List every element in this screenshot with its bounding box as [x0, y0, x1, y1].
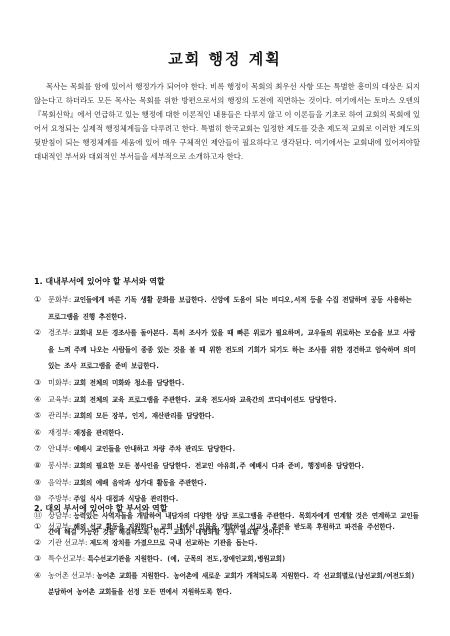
- item-number: ⑨: [34, 477, 42, 487]
- item-number: ②: [34, 328, 42, 338]
- department-name: 주방부:: [48, 494, 72, 504]
- list-item: [34, 458, 420, 475]
- list-item: [34, 568, 420, 600]
- document-title: 교회 행정 계획: [168, 50, 282, 68]
- section-1-heading: 1. 대내부서에 있어야 할 부서와 역할: [34, 277, 165, 286]
- department-role: 교인들에게 바른 기독 생활 문화를 보급한다. 신앙에 도움이 되는 비디오,서적 등을 수집 전달하며 공동 사용하는 프로그램을 진행 추진한다.: [48, 296, 412, 321]
- department-name: 미화부:: [48, 377, 72, 387]
- list-item: [34, 475, 420, 492]
- department-role: 해외 선교 활동을 지원한다. 교회 내에서 인물을 개발하여 선교사 훈련을 받도록 후원하고 파견을 주선한다.: [73, 523, 396, 531]
- item-number: ⑧: [34, 460, 42, 470]
- department-name: 봉사부:: [48, 460, 72, 470]
- list-item: [34, 392, 420, 409]
- item-number: ④: [34, 570, 42, 580]
- department-name: 관리부:: [48, 411, 72, 421]
- list-item: [34, 425, 420, 442]
- department-role: 주일 식사 대접과 식당을 관리한다.: [73, 495, 179, 504]
- list-item: [34, 519, 420, 535]
- item-number: ③: [34, 554, 42, 564]
- intro-text: 목사는 목회를 함에 있어서 행정가가 되어야 한다. 비록 행정이 목회의 최우선 사항 또는 특별한 흥미의 대상은 되지 않는다고 하더라도 모든 목사는 목회를 위한 방편으로서의 행정의 도전에 직면하는 것이다. 여기에서는 토마스 오덴의 『목회신학』에서 언급하고 있는 행정에 대한 이론적인 내용들은 다루지 않고 이 이론들을 기초로 하여 교회의 목회에 있어서 요청되는 실제적 행정체계들을 다루려고 한다. 특별히 한국교회는 일정한 제도를 갖춘 제도적 교회로 이러한 제도의 뒷받침이 되는 행정체계를 세움에 있어 매우 구체적인 제안들이 필요하다고 생각된다. 여기에서는 교회내에 있어져야할 대내적인 부서와 대외적인 부서들을 세부적으로 소개하고자 한다.: [34, 82, 420, 162]
- list-item: [34, 408, 420, 425]
- list-item: [34, 292, 420, 325]
- department-role: 교회의 필요한 모든 봉사인을 담당한다. 전교인 야유회,주 예배시 다과 준비, 행정비용 담당한다.: [73, 461, 365, 470]
- department-role: 농어촌 교회를 지원한다. 농어촌에 새로운 교회가 개척되도록 지원한다. 각 선교회별로(남선교회/여전도회) 분담하여 농어촌 교회들을 선정 모든 면에서 지원하도록 한다.: [48, 571, 415, 596]
- list-item: [34, 325, 420, 375]
- item-number: ①: [34, 522, 42, 531]
- item-number: ⑥: [34, 427, 42, 437]
- department-role: 교회 전체의 미화와 청소를 담당한다.: [73, 378, 185, 387]
- department-name: 선교부:: [48, 522, 72, 531]
- department-name: 농어촌 선교부:: [48, 570, 95, 580]
- list-item: [34, 441, 420, 458]
- department-role: 재정을 관리한다.: [73, 428, 125, 437]
- item-number: ④: [34, 394, 42, 404]
- item-number: ⑪: [34, 510, 42, 520]
- department-role: 교회내 모든 경조사를 돌아본다. 특히 조사가 있을 때 빠른 위로가 필요하며, 교우들의 위로하는 모습을 보고 사랑을 느껴 주께 나오는 사람들이 종종 있는 것을 볼 때 위한 전도의 기회가 되기도 하는 조사를 위한 경건하고 엄숙하며 의미 있는 조사 프로그램을 준비 보급한다.: [48, 329, 416, 371]
- department-role: 교회 전체의 교육 프로그램을 주관한다. 교육 전도사와 교육간의 코디네이션도 담당한다.: [73, 395, 338, 404]
- department-name: 교육부:: [48, 394, 72, 404]
- department-name: 경조부:: [48, 328, 72, 338]
- department-name: 안내부:: [48, 444, 72, 454]
- department-role: 교회의 예배 음악과 성가대 활동을 주관한다.: [73, 478, 208, 487]
- intro-paragraph: [34, 80, 420, 165]
- item-number: ⑦: [34, 444, 42, 454]
- item-number: ⑤: [34, 411, 42, 421]
- item-number: ③: [34, 377, 42, 387]
- department-role: 제도적 장치를 가졌으므로 국내 선교하는 기관을 돕는다.: [89, 539, 259, 548]
- list-item: [34, 375, 420, 392]
- item-number: ②: [34, 538, 42, 548]
- department-name: 음악부:: [48, 477, 72, 487]
- department-name: 특수선교부:: [48, 554, 86, 564]
- section-2-list: [34, 519, 420, 600]
- department-name: 기관 선교부:: [48, 538, 88, 548]
- department-name: 문화부:: [48, 295, 72, 304]
- list-item: [34, 551, 420, 567]
- department-role: 능력있는 사역자들을 개발하여 내담자의 다양한 상담 프로그램을 주관한다. 목회자에게 연계할 것은 연계하고 교인들간에 해결 가능한 것을 해결하도록 한다. 교회가 대형화할 경우 필요할 것이다.: [48, 511, 419, 537]
- item-number: ⑩: [34, 494, 42, 504]
- section-2-heading: 2. 대외 부서에 있어야 할 부서와 역할: [34, 504, 168, 513]
- list-item: [34, 535, 420, 551]
- department-name: 상담부:: [48, 510, 72, 520]
- department-role: 특수선교기관을 지원한다. (예, 군목의 전도,장애인교회,병원교회): [87, 555, 286, 564]
- item-number: ①: [34, 295, 42, 304]
- department-role: 교회의 모든 장부, 인지, 재산관리를 담당한다.: [73, 412, 215, 421]
- department-name: 재정부:: [48, 427, 72, 437]
- department-role: 예배시 교인들을 안내하고 차량 주차 관리도 담당한다.: [73, 445, 236, 454]
